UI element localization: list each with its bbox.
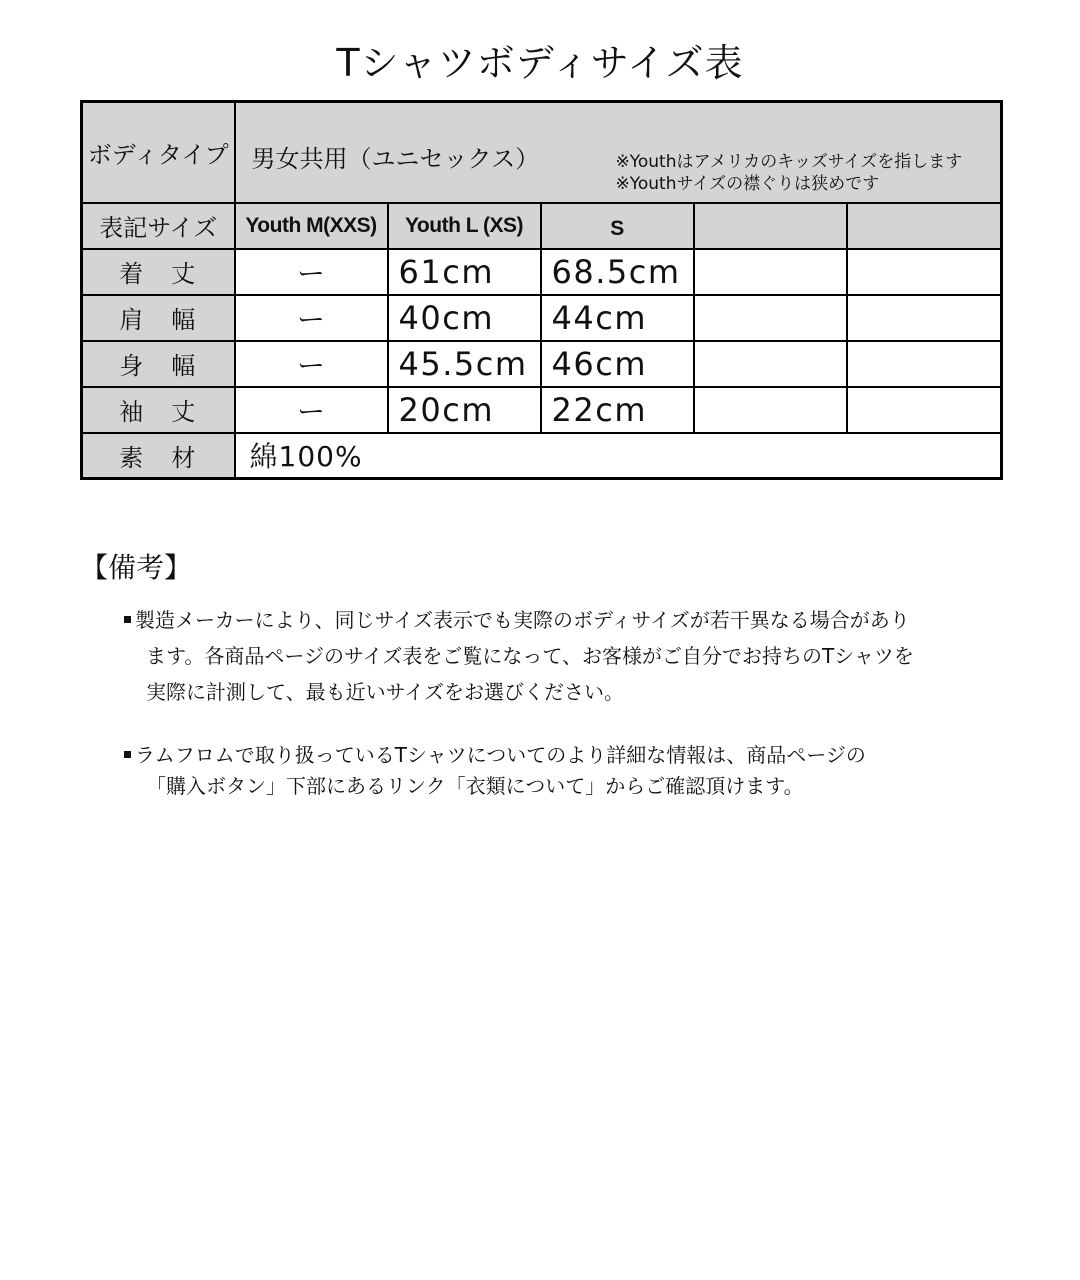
row-label: 肩幅 <box>82 295 235 341</box>
table-cell: 45.5cm <box>388 341 541 387</box>
table-cell <box>847 295 1002 341</box>
table-cell <box>694 249 847 295</box>
column-header <box>847 203 1002 249</box>
column-header <box>694 203 847 249</box>
note-text: ラムフロムで取り扱っているTシャツについてのより詳細な情報は、商品ページの <box>135 743 866 767</box>
material-label: 素材 <box>82 433 235 479</box>
material-row <box>82 433 1002 479</box>
row-label: 身幅 <box>82 341 235 387</box>
table-row <box>82 387 1002 433</box>
table-cell: 46cm <box>541 341 694 387</box>
size-header-row <box>82 203 1002 249</box>
notes-heading: 【備考】 <box>80 551 193 584</box>
size-table <box>80 100 1003 480</box>
body-type-label: ボディタイプ <box>82 102 235 203</box>
note-item <box>124 602 1004 710</box>
table-cell <box>847 341 1002 387</box>
youth-note-1: ※Youthはアメリカのキッズサイズを指します <box>615 152 963 172</box>
material-value: 綿100% <box>235 433 1002 479</box>
note-text: ます。各商品ページのサイズ表をご覧になって、お客様がご自分でお持ちのTシャツを <box>146 644 914 668</box>
table-cell <box>847 387 1002 433</box>
row-label: 袖丈 <box>82 387 235 433</box>
table-cell: 40cm <box>388 295 541 341</box>
table-cell: 61cm <box>388 249 541 295</box>
note-text: 実際に計測して、最も近いサイズをお選びください。 <box>146 680 624 704</box>
table-cell: ー <box>235 341 388 387</box>
size-header-label: 表記サイズ <box>82 203 235 249</box>
column-header: Youth L (XS) <box>388 203 541 249</box>
row-label: 着丈 <box>82 249 235 295</box>
table-cell <box>694 387 847 433</box>
body-type-row <box>82 102 1002 203</box>
table-cell <box>694 295 847 341</box>
bullet-icon <box>124 751 131 758</box>
table-row <box>82 295 1002 341</box>
table-cell: ー <box>235 387 388 433</box>
table-cell: ー <box>235 249 388 295</box>
body-type-notes <box>616 151 963 195</box>
table-cell: 68.5cm <box>541 249 694 295</box>
table-cell <box>847 249 1002 295</box>
body-type-value: 男女共用（ユニセックス） <box>251 145 540 173</box>
table-cell <box>694 341 847 387</box>
page-title: Tシャツボディサイズ表 <box>336 41 744 85</box>
column-header: Youth M(XXS) <box>235 203 388 249</box>
table-row <box>82 249 1002 295</box>
bullet-icon <box>124 616 131 623</box>
note-item <box>124 740 1004 802</box>
table-row <box>82 341 1002 387</box>
body-type-cell <box>235 102 1002 203</box>
table-cell: 22cm <box>541 387 694 433</box>
note-text: 製造メーカーにより、同じサイズ表示でも実際のボディサイズが若干異なる場合があり <box>135 608 910 632</box>
table-cell: ー <box>235 295 388 341</box>
note-text: 「購入ボタン」下部にあるリンク「衣類について」からご確認頂けます。 <box>146 774 804 798</box>
table-cell: 20cm <box>388 387 541 433</box>
column-header: S <box>541 203 694 249</box>
youth-note-2: ※Youthサイズの襟ぐりは狭めです <box>615 174 880 194</box>
table-cell: 44cm <box>541 295 694 341</box>
